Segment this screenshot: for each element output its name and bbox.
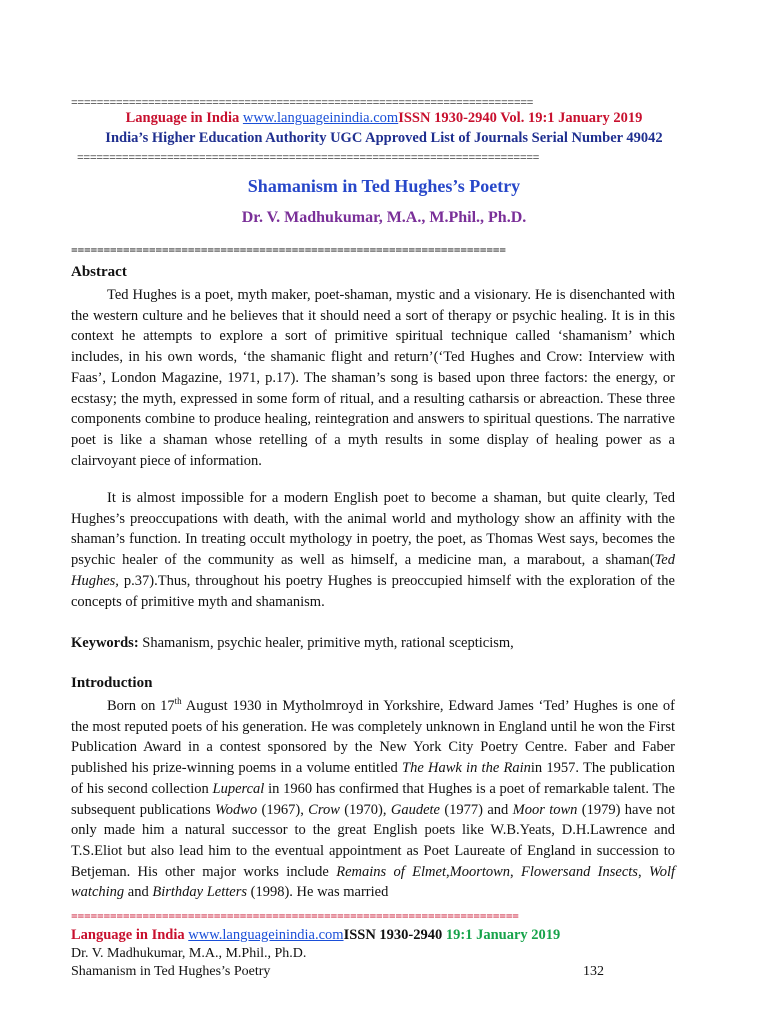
- footer-separator: =====================================================================: [71, 909, 519, 923]
- footer-title: Shamanism in Ted Hughes’s Poetry: [71, 964, 271, 979]
- title-separator: ===================================================================: [71, 243, 506, 257]
- journal-volume: Vol. 19:1 January 2019: [500, 110, 643, 126]
- footer-issue: 19:1 January 2019: [445, 927, 561, 943]
- footer-journal-url-link[interactable]: www.languageinindia.com: [188, 927, 344, 943]
- abstract-paragraph-1: Ted Hughes is a poet, myth maker, poet-shaman, mystic and a visionary. He is disenchanted with the western culture and he believes that it should need a sort of therapy or psychic healing. It is in this context he attempts to explore a sort of primitive spiritual technique called ‘shamanism’ which includes, in his own words, ‘the shamanic flight and return’(‘Ted Hughes and Crow: Interview with Faas’, London Magazine, 1971, p.17). The shaman’s song is based upon three factors: the energy, or ecstasy; the myth, expressed in some form of ritual, and a resulting catharsis or abreaction. These three components combine to produce healing, reintegration and answers to spiritual questions. The narrative poet is like a shaman whose retelling of a myth results in some display of healing power as a clairvoyant piece of information.: [71, 287, 675, 469]
- journal-name: Language in India: [125, 110, 240, 126]
- ugc-approval-line: India’s Higher Education Authority UGC Approved List of Journals Serial Number 49042: [105, 130, 663, 146]
- footer-author: Dr. V. Madhukumar, M.A., M.Phil., Ph.D.: [71, 946, 307, 961]
- journal-header-line: [0, 110, 768, 127]
- article-author: Dr. V. Madhukumar, M.A., M.Phil., Ph.D.: [241, 209, 527, 226]
- abstract-heading: Abstract: [71, 264, 127, 280]
- page-number: 132: [583, 964, 604, 979]
- header-separator-bottom: ========================================================================: [77, 150, 540, 164]
- footer-journal-line: [71, 927, 560, 944]
- footer-journal-name: Language in India: [71, 927, 185, 943]
- footer-issn: ISSN 1930-2940: [343, 927, 443, 943]
- introduction-paragraph: Born on 17th August 1930 in Mytholmroyd in Yorkshire, Edward James ‘Ted’ Hughes is one of the most reputed poets of his generation. He was completely unknown in England until he won the First Publication Award in a contest sponsored by the New York City Poetry Centre. Faber and Faber published his prize-winning poems in a volume entitled The Hawk in the Rainin 1957. The publication of his second collection Lupercal in 1960 has confirmed that Hughes is a poet of remarkable talent. The subsequent publications Wodwo (1967), Crow (1970), Gaudete (1977) and Moor town (1979) have not only made him a natural successor to the great English poets like W.B.Yeats, D.H.Lawrence and T.S.Eliot but also lead him to the eventual appointment as Poet Laureate of England in succession to Betjeman. His other major works include Remains of Elmet,Moortown, Flowersand Insects, Wolf watching and Birthday Letters (1998). He was married: [71, 696, 676, 901]
- header-separator-top: ========================================================================: [71, 95, 534, 109]
- keywords-text: Shamanism, psychic healer, primitive myth, rational scepticism,: [138, 635, 514, 651]
- introduction-heading: Introduction: [71, 675, 153, 691]
- journal-issn: ISSN 1930-2940: [398, 110, 497, 126]
- article-title: Shamanism in Ted Hughes’s Poetry: [247, 176, 521, 196]
- abstract-paragraph-2: It is almost impossible for a modern English poet to become a shaman, but quite clearly, Ted Hughes’s preoccupations with death, with the animal world and mythology show an affinity with the shaman’s function. In treating occult mythology in poetry, the poet, as Thomas West says, becomes the psychic healer of the community as well as himself, a medicine man, a marabout, a shaman(Ted Hughes, p.37).Thus, throughout his poetry Hughes is preoccupied himself with the exploration of the concepts of primitive myth and shamanism.: [71, 490, 675, 610]
- keywords-line: [71, 633, 675, 653]
- keywords-label: Keywords:: [71, 635, 139, 651]
- journal-url-link[interactable]: www.languageinindia.com: [242, 110, 399, 126]
